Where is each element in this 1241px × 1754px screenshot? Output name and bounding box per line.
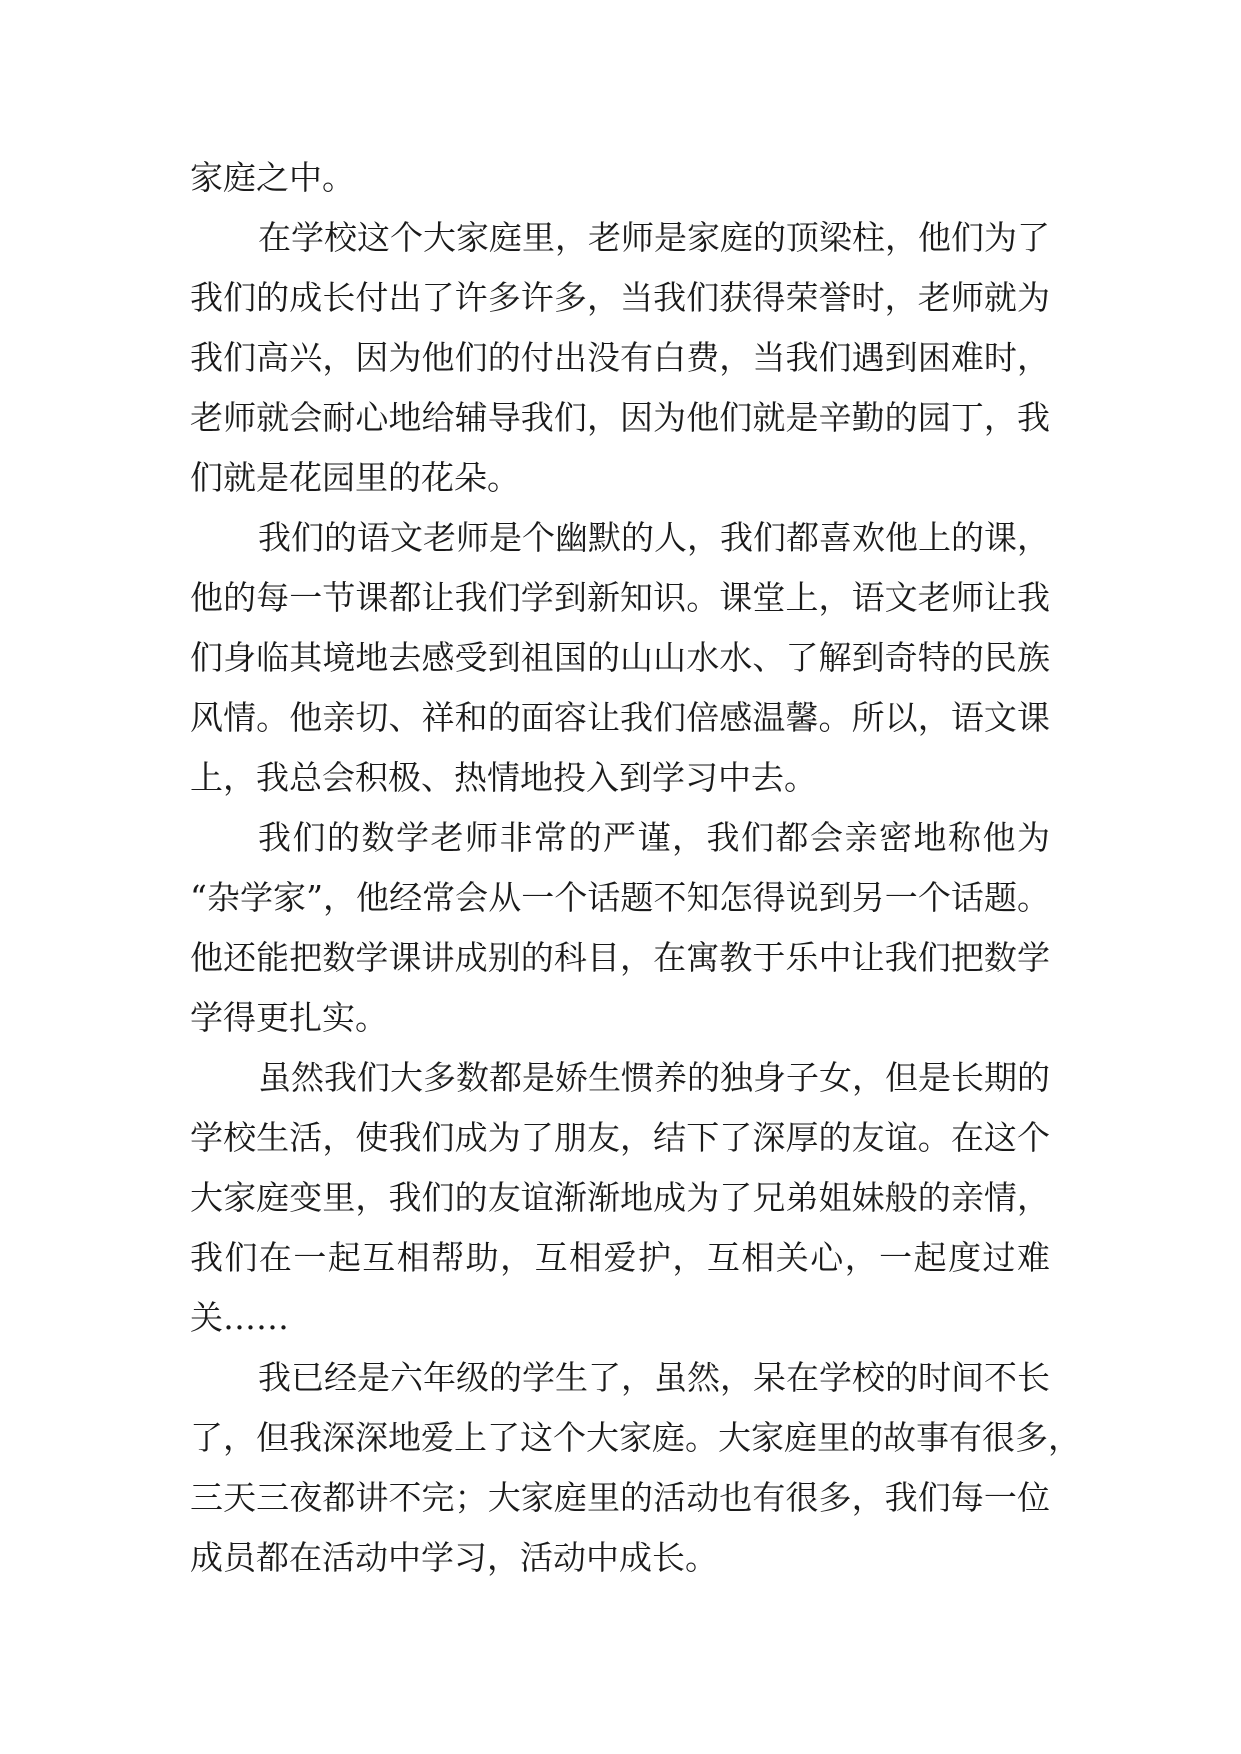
- text-line: 我们在一起互相帮助，互相爱护，互相关心，一起度过难: [190, 1238, 1050, 1277]
- text-line: 们就是花园里的花朵。: [190, 458, 520, 497]
- text-line: 关……: [190, 1298, 289, 1337]
- text-line: 我们的成长付出了许多许多，当我们获得荣誉时，老师就为: [190, 278, 1050, 317]
- text-line: 学校生活，使我们成为了朋友，结下了深厚的友谊。在这个: [190, 1118, 1050, 1157]
- paragraph-first-line: 我们的数学老师非常的严谨，我们都会亲密地称他为: [258, 818, 1050, 857]
- paragraph-first-line: 在学校这个大家庭里，老师是家庭的顶梁柱，他们为了: [258, 218, 1050, 257]
- text-line: 学得更扎实。: [190, 998, 388, 1037]
- text-line: 上，我总会积极、热情地投入到学习中去。: [190, 758, 817, 797]
- text-line: 家庭之中。: [190, 158, 355, 197]
- text-line: 了，但我深深地爱上了这个大家庭。大家庭里的故事有很多，: [190, 1418, 1081, 1457]
- paragraph-first-line: 我已经是六年级的学生了，虽然，呆在学校的时间不长: [258, 1358, 1050, 1397]
- text-line: 老师就会耐心地给辅导我们，因为他们就是辛勤的园丁，我: [190, 398, 1050, 437]
- text-line: 三天三夜都讲不完；大家庭里的活动也有很多，我们每一位: [190, 1478, 1050, 1517]
- text-line: 他还能把数学课讲成别的科目，在寓教于乐中让我们把数学: [190, 938, 1050, 977]
- text-line: 成员都在活动中学习，活动中成长。: [190, 1538, 718, 1577]
- paragraph-first-line: 虽然我们大多数都是娇生惯养的独身子女，但是长期的: [258, 1058, 1050, 1097]
- text-line: “杂学家”，他经常会从一个话题不知怎得说到另一个话题。: [190, 878, 1050, 917]
- paragraph-first-line: 我们的语文老师是个幽默的人，我们都喜欢他上的课，: [258, 518, 1050, 557]
- document-body: [190, 148, 1081, 1588]
- text-line: 大家庭变里，我们的友谊渐渐地成为了兄弟姐妹般的亲情，: [190, 1178, 1050, 1217]
- text-line: 我们高兴，因为他们的付出没有白费，当我们遇到困难时，: [190, 338, 1050, 377]
- text-line: 他的每一节课都让我们学到新知识。课堂上，语文老师让我: [190, 578, 1050, 617]
- text-line: 们身临其境地去感受到祖国的山山水水、了解到奇特的民族: [190, 638, 1050, 677]
- text-line: 风情。他亲切、祥和的面容让我们倍感温馨。所以，语文课: [190, 698, 1050, 737]
